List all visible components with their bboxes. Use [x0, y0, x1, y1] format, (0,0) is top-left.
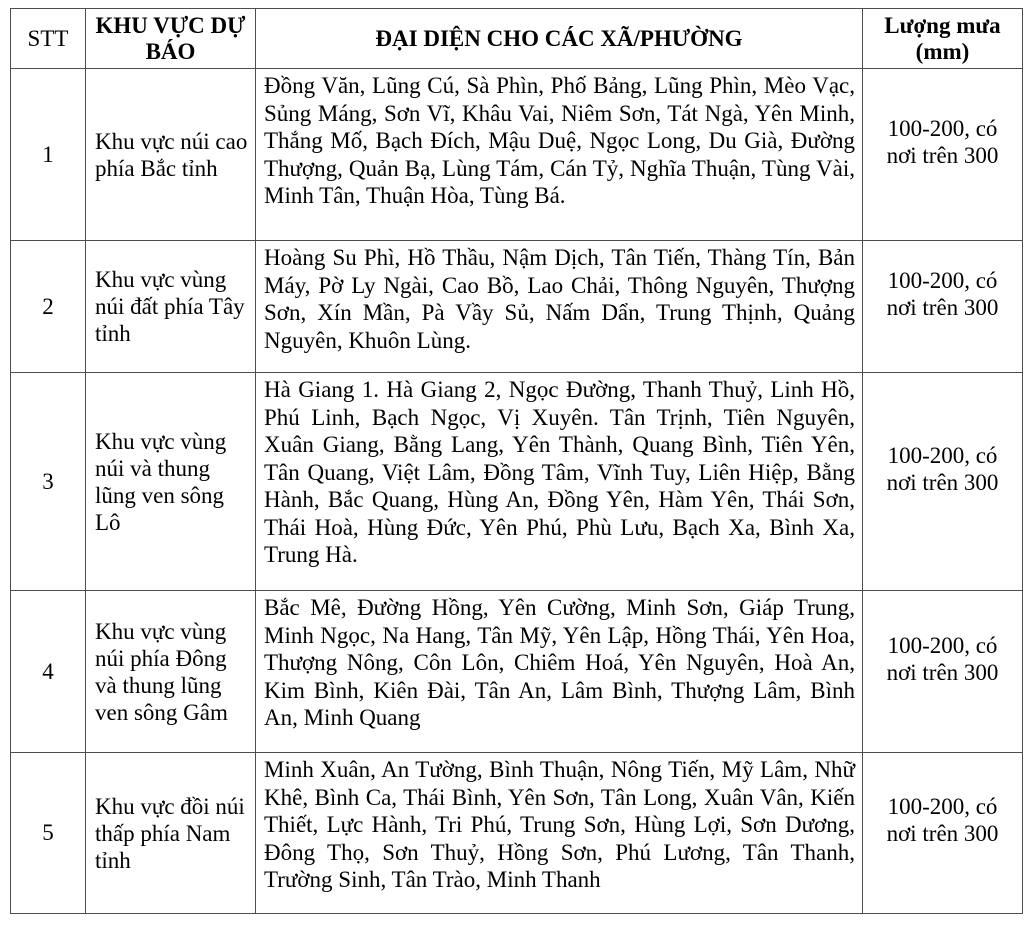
row-number: 3 — [11, 373, 86, 591]
row-number: 5 — [11, 753, 86, 914]
region-cell: Khu vực vùng núi đất phía Tây tỉnh — [86, 241, 256, 373]
table-row — [11, 241, 1023, 373]
rainfall-cell: 100-200, có nơi trên 300 — [863, 69, 1023, 241]
region-cell: Khu vực đồi núi thấp phía Nam tỉnh — [86, 753, 256, 914]
header-forecast-region: KHU VỰC DỰ BÁO — [86, 9, 256, 69]
header-representative-communes: ĐẠI DIỆN CHO CÁC XÃ/PHƯỜNG — [256, 9, 863, 69]
rainfall-cell: 100-200, có nơi trên 300 — [863, 591, 1023, 753]
communes-cell: Minh Xuân, An Tường, Bình Thuận, Nông Tiến, Mỹ Lâm, Nhữ Khê, Bình Ca, Thái Bình, Yên Sơn, Tân Long, Xuân Vân, Kiến Thiết, Lực Hành, Tri Phú, Trung Sơn, Hùng Lợi, Sơn Dương, Đông Thọ, Sơn Thuỷ, Hồng Sơn, Phú Lương, Tân Thanh, Trường Sinh, Tân Trào, Minh Thanh — [256, 753, 863, 914]
header-stt: STT — [11, 9, 86, 69]
communes-cell: Hoàng Su Phì, Hồ Thầu, Nậm Dịch, Tân Tiến, Thàng Tín, Bản Máy, Pờ Ly Ngài, Cao Bồ, Lao Chải, Thông Nguyên, Thượng Sơn, Xín Mần, Pà Vầy Sủ, Nấm Dẩn, Trung Thịnh, Quảng Nguyên, Khuôn Lùng. — [256, 241, 863, 373]
row-number: 1 — [11, 69, 86, 241]
communes-cell: Hà Giang 1. Hà Giang 2, Ngọc Đường, Thanh Thuỷ, Linh Hồ, Phú Linh, Bạch Ngọc, Vị Xuyên. Tân Trịnh, Tiên Nguyên, Xuân Giang, Bằng Lang, Yên Thành, Quang Bình, Tiên Yên, Tân Quang, Việt Lâm, Đồng Tâm, Vĩnh Tuy, Liên Hiệp, Bằng Hành, Bắc Quang, Hùng An, Đồng Yên, Hàm Yên, Thái Sơn, Thái Hoà, Hùng Đức, Yên Phú, Phù Lưu, Bạch Xa, Bình Xa, Trung Hà. — [256, 373, 863, 591]
rainfall-forecast-table — [10, 8, 1023, 914]
table-row — [11, 591, 1023, 753]
communes-cell: Bắc Mê, Đường Hồng, Yên Cường, Minh Sơn, Giáp Trung, Minh Ngọc, Na Hang, Tân Mỹ, Yên Lập, Hồng Thái, Yên Hoa, Thượng Nông, Côn Lôn, Chiêm Hoá, Yên Nguyên, Hoà An, Kim Bình, Kiên Đài, Tân An, Lâm Bình, Thượng Lâm, Bình An, Minh Quang — [256, 591, 863, 753]
table-row — [11, 753, 1023, 914]
region-cell: Khu vực núi cao phía Bắc tỉnh — [86, 69, 256, 241]
rainfall-cell: 100-200, có nơi trên 300 — [863, 241, 1023, 373]
region-cell: Khu vực vùng núi phía Đông và thung lũng ven sông Gâm — [86, 591, 256, 753]
row-number: 2 — [11, 241, 86, 373]
rainfall-cell: 100-200, có nơi trên 300 — [863, 373, 1023, 591]
rainfall-cell: 100-200, có nơi trên 300 — [863, 753, 1023, 914]
region-cell: Khu vực vùng núi và thung lũng ven sông Lô — [86, 373, 256, 591]
header-rainfall-mm: Lượng mưa (mm) — [863, 9, 1023, 69]
table-row — [11, 373, 1023, 591]
header-row — [11, 9, 1023, 69]
communes-cell: Đồng Văn, Lũng Cú, Sà Phìn, Phố Bảng, Lũng Phìn, Mèo Vạc, Sủng Máng, Sơn Vĩ, Khâu Vai, Niêm Sơn, Tát Ngà, Yên Minh, Thắng Mố, Bạch Đích, Mậu Duệ, Ngọc Long, Du Già, Đường Thượng, Quản Bạ, Lùng Tám, Cán Tỷ, Nghĩa Thuận, Tùng Vài, Minh Tân, Thuận Hòa, Tùng Bá. — [256, 69, 863, 241]
table-row — [11, 69, 1023, 241]
row-number: 4 — [11, 591, 86, 753]
